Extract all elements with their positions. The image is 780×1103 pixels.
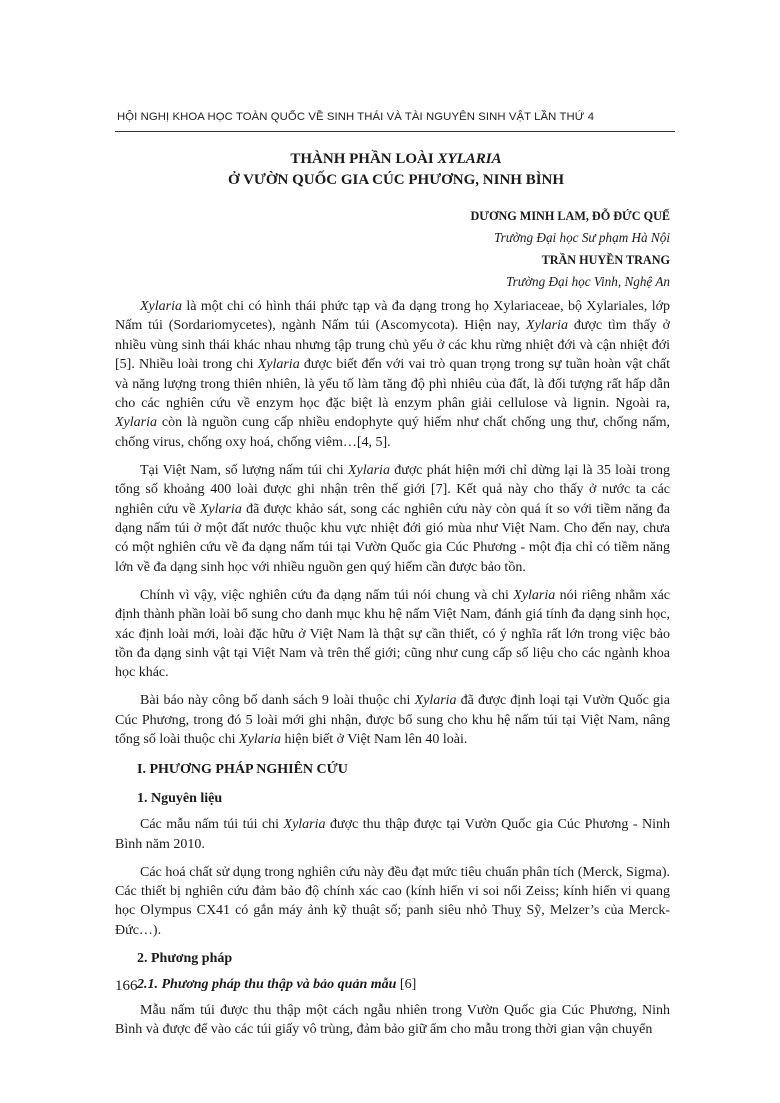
subsubsection-heading-collection: 2.1. Phương pháp thu thập và bảo quản mẫu [6] bbox=[137, 977, 417, 993]
genus-term: Xylaria bbox=[199, 501, 242, 517]
article-body bbox=[115, 297, 670, 1048]
paragraph-collection: Mẫu nấm túi được thu thập một cách ngẫu nhiên trong Vườn Quốc gia Cúc Phương, Ninh Bình và được để vào các túi giấy vô trùng, đảm bảo giữ ẩm cho mẫu trong thời gian vận chuyển bbox=[115, 1002, 670, 1037]
genus-term: Xylaria bbox=[513, 587, 556, 603]
title-genus: XYLARIA bbox=[437, 151, 502, 167]
paragraph-intro-3: Chính vì vậy, việc nghiên cứu đa dạng nấm túi nói chung và chi Xylaria nói riêng nhằm xác định thành phần loài bổ sung cho danh mục khu hệ nấm Việt Nam, đánh giá tính đa dạng sinh học, xác định loài mới, loài đặc hữu ở Việt Nam là thật sự cần thiết, có ý nghĩa rất lớn trong việc bảo tồn đa dạng sinh vật tại Việt Nam và trên thế giới; cũng như cung cấp số liệu cho các ngành khoa học khác. bbox=[115, 587, 670, 681]
genus-term: Xylaria bbox=[115, 415, 157, 431]
genus-term: Xylaria bbox=[140, 299, 182, 314]
running-head: HỘI NGHỊ KHOA HỌC TOÀN QUỐC VỀ SINH THÁI VÀ TÀI NGUYÊN SINH VẬT LẦN THỨ 4 bbox=[117, 111, 595, 123]
genus-term: Xylaria bbox=[526, 318, 569, 334]
genus-term: Xylaria bbox=[414, 693, 457, 709]
paragraph-intro-2: Tại Việt Nam, số lượng nấm túi chi Xylaria được phát hiện mới chỉ dừng lại là 35 loài trong tổng số khoảng 400 loài được ghi nhận trên thế giới [7]. Kết quả này cho thấy ở nước ta các nghiên cứu về Xylaria đã được khảo sát, song các nghiên cứu này còn quá ít so với tiềm năng đa dạng nấm túi ở một đất nước thuộc khu vực nhiệt đới gió mùa như Việt Nam. Cho đến nay, chưa có một nghiên cứu về đa dạng nấm túi tại Vườn Quốc gia Cúc Phương - một địa chỉ có tiềm năng lớn về đa dạng sinh học với nhiều nguồn gen quý hiếm cần được bảo tồn. bbox=[115, 462, 670, 575]
page-number: 166 bbox=[115, 978, 138, 994]
author-names-2: TRẦN HUYỀN TRANG bbox=[541, 253, 670, 267]
paragraph-materials-2: Các hoá chất sử dụng trong nghiên cứu này đều đạt mức tiêu chuẩn phân tích (Merck, Sigma). Các thiết bị nghiên cứu đảm bảo độ chính xác cao (kính hiển vi soi nổi Zeiss; kính hiển vi quang học Olympus CX41 có gắn máy ảnh kỹ thuật số; panh siêu nhỏ Thuỵ Sỹ, Melzer’s của Merck-Đức…). bbox=[115, 864, 670, 938]
title-line-2: Ở VƯỜN QUỐC GIA CÚC PHƯƠNG, NINH BÌNH bbox=[227, 172, 565, 188]
section-heading-methods: I. PHƯƠNG PHÁP NGHIÊN CỨU bbox=[137, 762, 348, 778]
article-title bbox=[117, 149, 675, 191]
citation: [6] bbox=[396, 977, 417, 993]
paragraph-intro-4: Bài báo này công bố danh sách 9 loài thuộc chi Xylaria đã được định loại tại Vườn Quốc gia Cúc Phương, trong đó 5 loài mới ghi nhận, được bổ sung cho khu hệ nấm túi tại Việt Nam, nâng tổng số loài thuộc chi Xylaria hiện biết ở Việt Nam lên 40 loài. bbox=[115, 693, 670, 748]
genus-term: Xylaria bbox=[283, 817, 326, 833]
author-names-1: DƯƠNG MINH LAM, ĐỖ ĐỨC QUẾ bbox=[470, 209, 670, 223]
paragraph-materials-1: Các mẫu nấm túi túi chi Xylaria được thu thập được tại Vườn Quốc gia Cúc Phương - Ninh Bình năm 2010. bbox=[115, 817, 670, 852]
subsection-heading-methods: 2. Phương pháp bbox=[137, 950, 233, 966]
genus-term: Xylaria bbox=[347, 462, 390, 478]
genus-term: Xylaria bbox=[257, 357, 300, 373]
genus-term: Xylaria bbox=[239, 732, 282, 748]
title-prefix: THÀNH PHẦN LOÀI bbox=[290, 151, 438, 167]
header-rule bbox=[115, 131, 675, 132]
subsection-heading-materials: 1. Nguyên liệu bbox=[137, 790, 223, 806]
title-line-1 bbox=[117, 149, 675, 170]
affiliation-1: Trường Đại học Sư phạm Hà Nội bbox=[493, 230, 670, 245]
affiliation-2: Trường Đại học Vinh, Nghệ An bbox=[506, 274, 670, 289]
paragraph-intro-1: Xylaria là một chi có hình thái phức tạp và đa dạng trong họ Xylariaceae, bộ Xylariales, lớp Nấm túi (Sordariomycetes), ngành Nấm túi (Ascomycota). Hiện nay, Xylaria được tìm thấy ở nhiều vùng sinh thái khác nhau nhưng tập trung chủ yếu ở các khu rừng nhiệt đới và cận nhiệt đới [5]. Nhiều loài trong chi Xylaria được biết đến với vai trò quan trọng trong sự tuần hoàn vật chất và năng lượng trong thiên nhiên, là yếu tố làm tăng độ phì nhiêu của đất, là đối tượng rất hấp dẫn cho các nghiên cứu về enzym học đặc biệt là enzym phân giải cellulose và lignin. Ngoài ra, Xylaria còn là nguồn cung cấp nhiều endophyte quý hiếm như chất chống ung thư, chống nấm, chống virus, chống oxy hoá, chống viêm…[4, 5]. bbox=[115, 299, 670, 450]
author-block bbox=[471, 205, 671, 293]
